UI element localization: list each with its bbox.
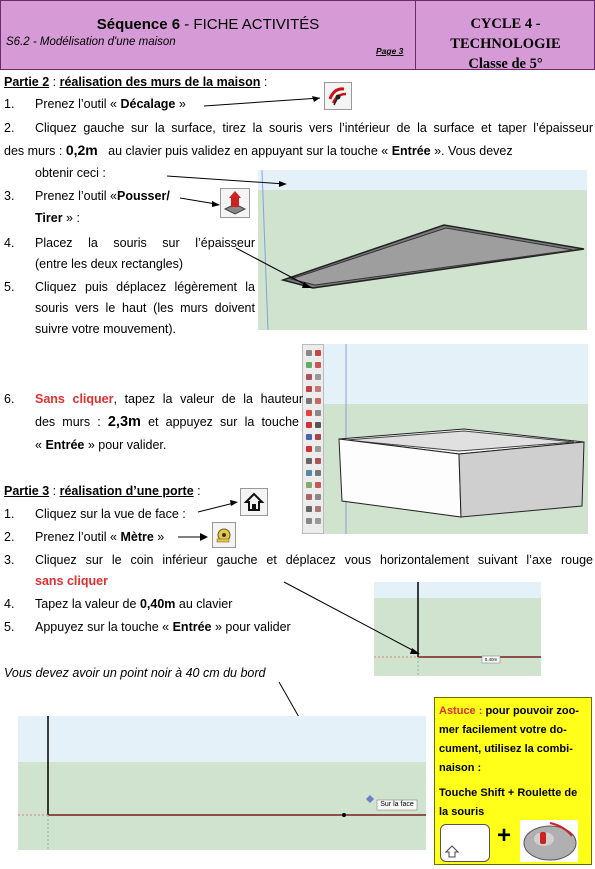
part2-step6-line2: des murs : 2,3m et appuyez sur la touche xyxy=(35,414,299,430)
shift-key-icon xyxy=(440,824,490,862)
cycle-label: CYCLE 4 - TECHNOLOGIE Classe de 5° xyxy=(450,16,561,72)
part2-step5: 5. Cliquez puis déplacez légèrement la xyxy=(4,280,255,294)
part3-heading: Partie 3 : réalisation d’une porte : xyxy=(4,484,201,498)
astuce-text: Astuce : pour pouvoir zoo-mer facilement votre do-cument, utilisez la combi-naison : xyxy=(439,705,579,774)
part2-step3: 3. Prenez l’outil «Pousser/ xyxy=(4,189,170,203)
part3-step5: 5. Appuyez sur la touche « Entrée » pour valider xyxy=(4,620,291,634)
walls-result-screenshot xyxy=(324,344,588,534)
plus-sign: + xyxy=(497,822,512,849)
measure-label: 0.40m xyxy=(484,657,498,662)
page-subtitle: S6.2 - Modélisation d'une maison xyxy=(6,36,176,48)
page-title: Séquence 6 - FICHE ACTIVITÉS xyxy=(96,16,320,33)
part3-step3-arrow xyxy=(282,580,422,660)
part2-step4-line2: (entre les deux rectangles) xyxy=(35,257,183,271)
part2-step2: 2. Cliquez gauche sur la surface, tirez la souris vers l’intérieur de la surface et taper l’épaisseur xyxy=(4,121,593,135)
part2-step2-line2: des murs : 0,2m au clavier puis validez en appuyant sur la touche « Entrée ». Vous devez xyxy=(4,142,513,158)
part3-step3: 3. Cliquez sur le coin inférieur gauche et déplacez vous horizontalement suivant l’axe rouge xyxy=(4,553,593,567)
step1-arrow xyxy=(204,94,326,112)
face-label: Sur la face xyxy=(380,801,414,808)
part3-step4: 4. Tapez la valeur de 0,40m au clavier xyxy=(4,597,233,611)
part3-step2-arrow xyxy=(178,530,212,544)
front-view-house-icon[interactable] xyxy=(240,488,268,516)
part2-heading: Partie 2 : réalisation des murs de la maison : xyxy=(4,75,268,89)
part3-step1-arrow xyxy=(196,498,240,518)
part2-step3-line2: Tirer » : xyxy=(35,211,80,225)
sketchup-toolbar[interactable] xyxy=(302,344,324,534)
part2-step2-line3: obtenir ceci : xyxy=(35,166,106,180)
part2-step5-line3: suivre votre mouvement). xyxy=(35,322,177,336)
part2-step6-line3: « Entrée » pour valider. xyxy=(35,438,167,452)
part2-step6: 6. Sans cliquer, tapez la valeur de la hauteur xyxy=(4,392,303,406)
page-number: Page 3 xyxy=(376,46,404,56)
step3-arrow xyxy=(180,194,222,210)
part3-step3-line2: sans cliquer xyxy=(35,574,108,588)
front-view-point-screenshot xyxy=(18,716,426,850)
part3-note: Vous devez avoir un point noir à 40 cm du bord xyxy=(4,666,266,680)
part3-step2: 2. Prenez l’outil « Mètre » xyxy=(4,530,165,544)
part2-step4: 4. Placez la souris sur l’épaisseur xyxy=(4,236,255,250)
part2-step1: 1. Prenez l’outil « Décalage » xyxy=(4,97,186,111)
part3-step1: 1. Cliquez sur la vue de face : xyxy=(4,507,186,521)
tape-measure-icon[interactable] xyxy=(212,522,236,548)
header-title-box xyxy=(0,0,416,70)
offset-tool-icon[interactable] xyxy=(324,82,352,110)
mouse-wheel-icon xyxy=(520,820,578,862)
push-pull-tool-icon[interactable] xyxy=(220,188,250,218)
part2-step5-line2: souris vers le haut (les murs doivent xyxy=(35,301,255,315)
astuce-combo: Touche Shift + Roulette de la souris xyxy=(439,787,578,818)
